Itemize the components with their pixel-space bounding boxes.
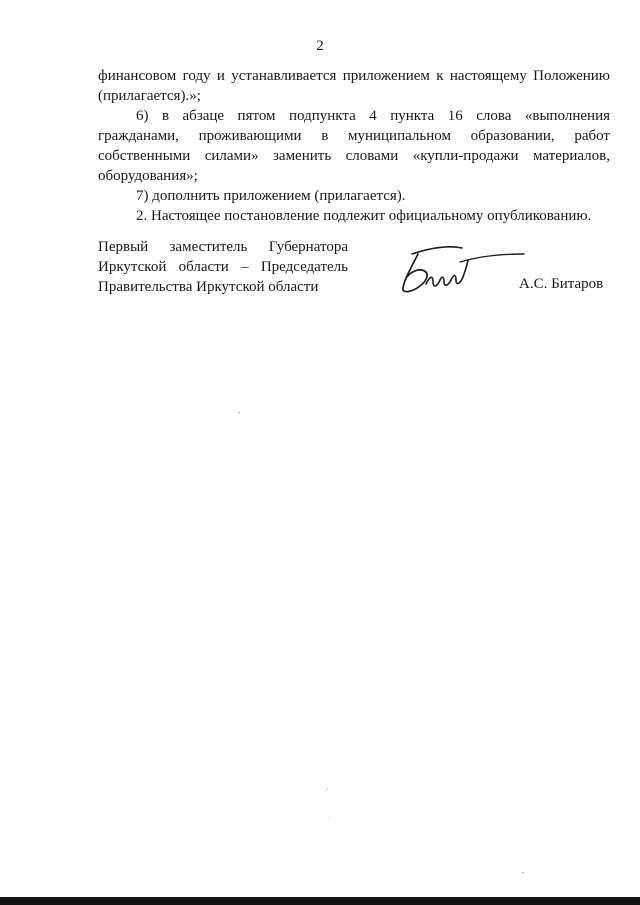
body-line: оборудования»; [98, 168, 198, 184]
signatory-position-line: Первый заместитель Губернатора [98, 239, 348, 255]
body-line: 7) дополнить приложением (прилагается). [136, 188, 406, 204]
signatory-position-line: Иркутской области – Председатель [98, 259, 348, 275]
body-line: гражданами, проживающими в муниципальном образовании, работ [98, 128, 610, 144]
body-line: собственными силами» заменить словами «купли-продажи материалов, [98, 148, 610, 164]
scan-speck [327, 788, 328, 789]
scan-speck [238, 412, 240, 413]
body-line: (прилагается).»; [98, 88, 201, 104]
body-line: финансовом году и устанавливается приложением к настоящему Положению [98, 68, 610, 84]
signer-name: А.С. Битаров [519, 276, 604, 292]
body-line: 6) в абзаце пятом подпункта 4 пункта 16 слова «выполнения [136, 108, 610, 124]
scan-speck [329, 817, 330, 818]
signatory-position-line: Правительства Иркутской области [98, 279, 319, 295]
handwritten-signature [400, 240, 525, 298]
page-number: 2 [316, 38, 324, 54]
scan-bottom-edge [0, 897, 640, 905]
scan-speck [522, 872, 524, 873]
body-line: 2. Настоящее постановление подлежит официальному опубликованию. [136, 208, 592, 224]
